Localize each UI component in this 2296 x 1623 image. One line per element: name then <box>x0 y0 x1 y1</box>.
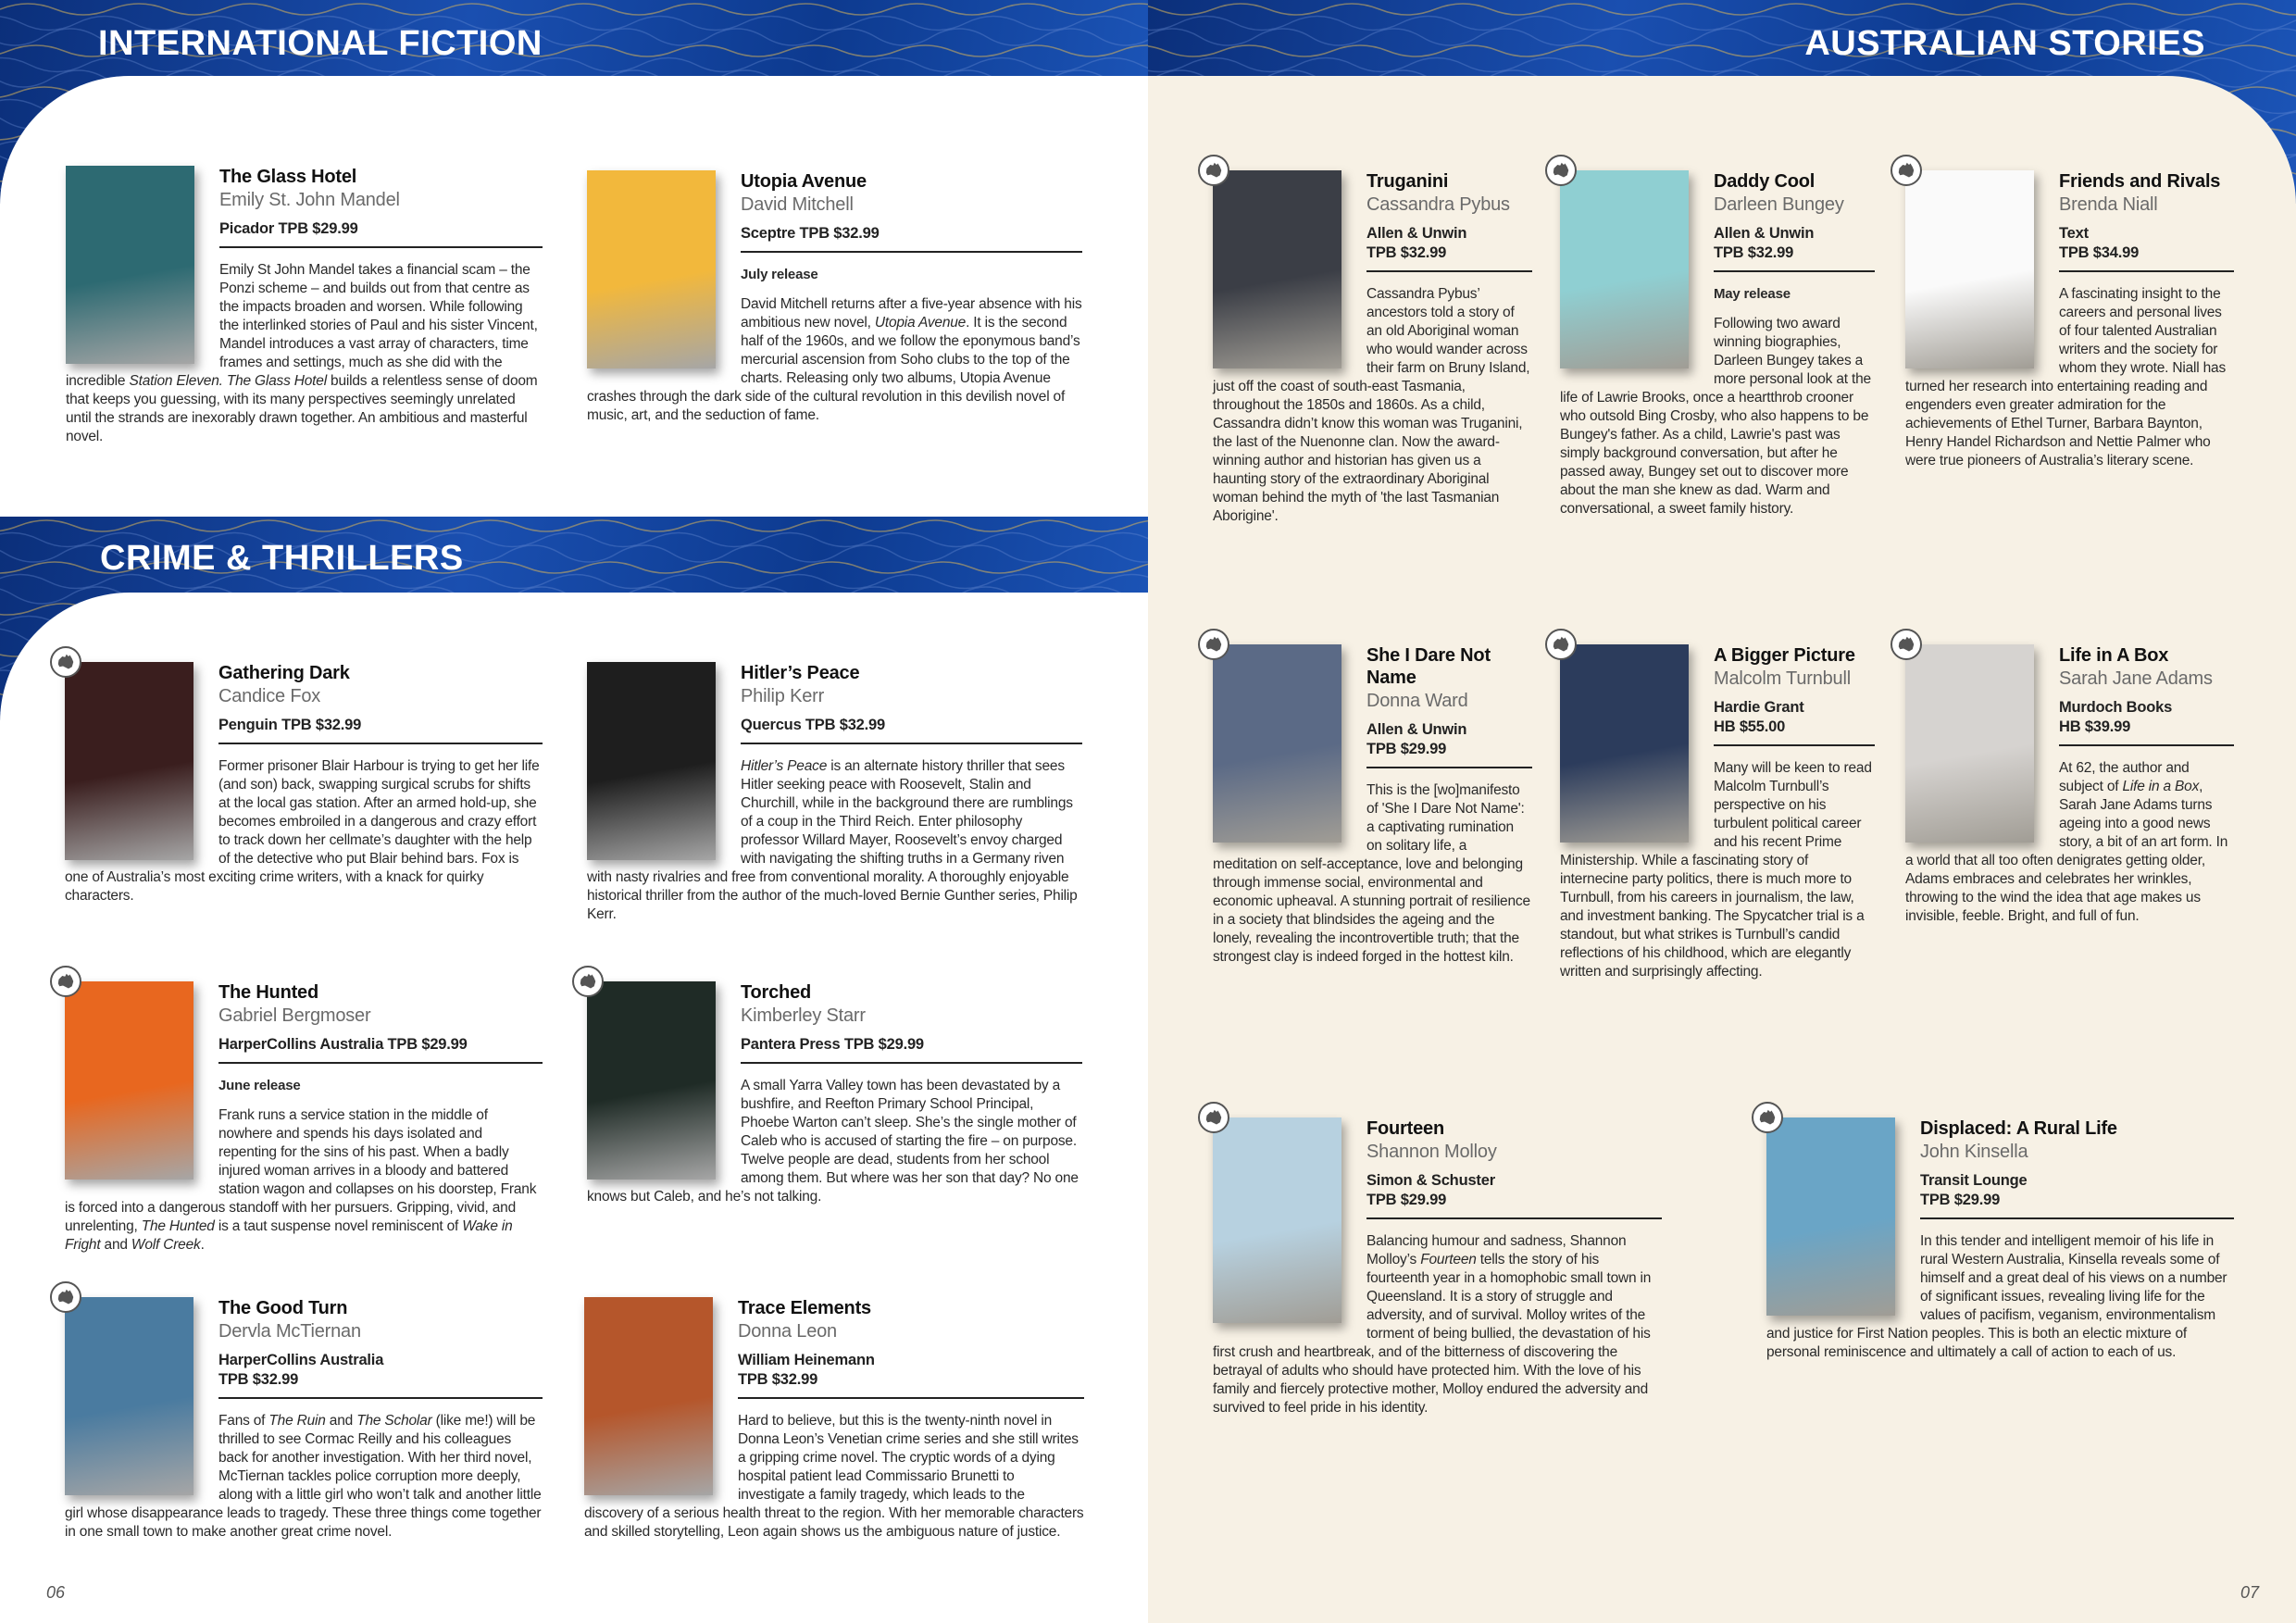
book-title: Friends and Rivals <box>2059 171 2221 192</box>
book-author: Cassandra Pybus <box>1366 194 1510 215</box>
description-text: Following two award winning biographies, Darleen Bungey takes a more personal look at the life of Lawrie Brooks, once a heartthrob crooner who outsold Bing Crosby, who also happens to be Bungey's father. As a child, Lawrie's past was simply background conversation, but after he passed away, Bungey set out to discover more about the man she knew as dad. Warm and conversational, a sweet family history. <box>1560 316 1871 517</box>
book-cover-image[interactable] <box>1213 1117 1341 1323</box>
book-title: The Good Turn <box>218 1298 348 1318</box>
australian-author-badge-icon <box>572 966 604 997</box>
book-cover-image[interactable] <box>1560 170 1689 368</box>
description-text: Balancing humour and sadness, Shannon Molloy’s <box>1366 1233 1627 1267</box>
description-text: David Mitchell returns after a five-year absence with his ambitious new novel, <box>741 296 1082 331</box>
italic-title: Wake in Fright <box>65 1218 513 1253</box>
italic-title: The Scholar <box>356 1413 432 1429</box>
australian-author-badge-icon <box>1752 1102 1783 1133</box>
book-title: Displaced: A Rural Life <box>1920 1118 2117 1139</box>
book-entry <box>1560 170 1875 518</box>
divider <box>1920 1217 2234 1219</box>
release-note: May release <box>1714 286 1791 302</box>
book-publisher-price: Transit Lounge <box>1920 1172 2028 1189</box>
divider <box>2059 744 2234 746</box>
book-entry <box>587 981 1082 1206</box>
description-text: Cassandra Pybus’ ancestors told a story of an old Aboriginal woman who would wander across their farm on Bruny Island, just off the coast of south-east Tasmania, throughout the 1850s and 1860s. As a child, Cassandra didn’t know this woman was Truganini, the last of the Nuenonne clan. Now the award-winning author and historian has given us a haunting story of the extraordinary Aboriginal woman behind the myth of 'the last Tasmanian Aborigine'. <box>1213 286 1530 524</box>
description-text: tells the story of his fourteenth year in a homophobic small town in Queensland. It is a story of struggle and adversity, and of survival. Molloy writes of the torment of being bullied, the devastation of his first crush and heartbreak, and of the bitterness of discovering the betrayal of adults who should have protected him. With the love of his family and fiercely protective mother, Molloy endured the adversity and survived to feel pride in his identity. <box>1213 1252 1652 1416</box>
book-publisher-price: Text <box>2059 225 2089 242</box>
book-entry <box>1213 1117 1662 1417</box>
australian-author-badge-icon <box>50 646 81 678</box>
book-author: Sarah Jane Adams <box>2059 668 2213 689</box>
book-publisher-price: TPB $32.99 <box>218 1371 299 1388</box>
book-publisher-price: TPB $32.99 <box>1366 244 1447 261</box>
book-cover-image[interactable] <box>1905 170 2034 368</box>
book-author: Kimberley Starr <box>741 1005 866 1026</box>
section-title-crime-thrillers: CRIME & THRILLERS <box>100 539 464 578</box>
book-entry <box>1905 644 2234 926</box>
book-entry <box>1213 644 1532 967</box>
book-author: Candice Fox <box>218 686 321 706</box>
book-entry <box>66 166 543 446</box>
italic-title: Fourteen <box>1420 1252 1477 1267</box>
book-entry <box>65 1297 543 1542</box>
divider <box>2059 270 2234 272</box>
book-author: David Mitchell <box>741 194 854 215</box>
book-author: John Kinsella <box>1920 1142 2028 1162</box>
book-author: Emily St. John Mandel <box>219 190 400 210</box>
book-cover-image[interactable] <box>65 662 193 860</box>
description-text: This is the [wo]manifesto of 'She I Dare Not Name': a captivating rumination on solitary life, a meditation on self-acceptance, love and belonging through immense social, environmental and economic upheaval. A stunning portrait of resilience in a society that blindsides the ageing and the lonely, revealing the incontrovertible truth; that the strongest clay is indeed forged in the hottest kiln. <box>1213 782 1530 965</box>
italic-title: Life in a Box <box>2122 779 2200 794</box>
description-text: Former prisoner Blair Harbour is trying to get her life (and son) back, swapping surgical scrubs for shifts at the local gas station. After an armed hold-up, she becomes embroiled in a dangerous and crazy effort to track down her cellmate’s daughter with the help of the detective who put Blair behind bars. Fox is one of Australia’s most exciting crime writers, with a knack for quirky characters. <box>65 758 540 904</box>
book-author: Malcolm Turnbull <box>1714 668 1851 689</box>
book-cover-image[interactable] <box>584 1297 713 1495</box>
book-cover-image[interactable] <box>587 662 716 860</box>
description-text: . <box>200 1237 205 1253</box>
divider <box>1714 744 1875 746</box>
description-text: is a taut suspense novel reminiscent of <box>214 1218 463 1234</box>
divider <box>219 246 543 248</box>
book-entry <box>1213 170 1532 526</box>
description-text: Many will be keen to read Malcolm Turnbull’s perspective on his turbulent political career and his recent Prime Ministership. While a fascinating story of internecine party politics, there is much more to Turnbull, from his careers in journalism, the law, and investment banking. The Spycatcher trial is a standout, but what strikes is Turnbull’s candid reflections of his childhood, which are elegantly written and surprisingly affecting. <box>1560 760 1872 980</box>
book-cover-image[interactable] <box>1560 644 1689 843</box>
book-entry <box>584 1297 1084 1542</box>
book-publisher-price: Pantera Press TPB $29.99 <box>741 1036 924 1053</box>
book-author: Donna Ward <box>1366 691 1468 711</box>
book-title: Trace Elements <box>738 1298 871 1318</box>
book-title: Hitler’s Peace <box>741 663 860 683</box>
description-text: and <box>100 1237 131 1253</box>
book-publisher-price: Allen & Unwin <box>1366 225 1467 242</box>
divider <box>738 1397 1084 1399</box>
australian-author-badge-icon <box>1198 155 1229 186</box>
book-entry <box>1560 644 1875 981</box>
book-entry <box>1905 170 2234 470</box>
description-text: Frank runs a service station in the middle of nowhere and spends his days isolated and repenting for the sins of his past. When a badly injured woman arrives in a bloody and battered station wagon and collapses on his doorstep, Frank is forced into a dangerous standoff with her pursuers. Gripping, vivid, and unrelenting, <box>65 1107 537 1234</box>
book-entry <box>587 662 1082 924</box>
italic-title: Utopia Avenue <box>874 315 967 331</box>
book-publisher-price: Murdoch Books <box>2059 699 2173 716</box>
description-text: A fascinating insight to the careers and personal lives of four talented Australian writers and the society for whom they wrote. Niall has turned her research into entertaining reading and engenders even greater admiration for the achievements of Ethel Turner, Barbara Baynton, Henry Handel Richardson and Nettie Palmer who were true pioneers of Australia’s literary scene. <box>1905 286 2227 468</box>
divider <box>1714 270 1875 272</box>
book-title: Life in A Box <box>2059 645 2169 666</box>
page-number-left: 06 <box>46 1583 66 1602</box>
italic-title: Wolf Creek <box>131 1237 201 1253</box>
book-publisher-price: Hardie Grant <box>1714 699 1804 716</box>
book-title: Gathering Dark <box>218 663 350 683</box>
divider <box>218 1062 543 1064</box>
book-author: Brenda Niall <box>2059 194 2158 215</box>
book-title: The Glass Hotel <box>219 167 357 187</box>
book-author: Donna Leon <box>738 1321 837 1342</box>
description-text: (like me!) will be thrilled to see Cormac Reilly and his colleagues back for another investigation. With her third novel, McTiernan tackles police corruption more deeply, along with a little girl who won’t talk and another little girl whose disappearance leads to tragedy. These three things come together in one small town to make another great crime novel. <box>65 1413 542 1540</box>
book-entry <box>587 170 1082 425</box>
book-publisher-price: TPB $34.99 <box>2059 244 2140 261</box>
divider <box>741 1062 1082 1064</box>
book-entry <box>65 981 543 1255</box>
divider <box>741 743 1082 744</box>
book-cover-image[interactable] <box>65 1297 193 1495</box>
book-publisher-price: Penguin TPB $32.99 <box>218 717 362 733</box>
book-publisher-price: TPB $29.99 <box>1366 741 1447 757</box>
divider <box>741 251 1082 253</box>
book-author: Dervla McTiernan <box>218 1321 361 1342</box>
book-publisher-price: Simon & Schuster <box>1366 1172 1495 1189</box>
section-title-international-fiction: INTERNATIONAL FICTION <box>98 24 543 63</box>
book-publisher-price: William Heinemann <box>738 1352 875 1368</box>
release-note: June release <box>218 1078 301 1093</box>
release-note: July release <box>741 267 818 282</box>
australian-author-badge-icon <box>1198 1102 1229 1133</box>
book-cover-image[interactable] <box>587 170 716 368</box>
book-publisher-price: TPB $32.99 <box>1714 244 1794 261</box>
book-title: A Bigger Picture <box>1714 645 1855 666</box>
description-text: Fans of <box>218 1413 269 1429</box>
italic-title: The Hunted <box>141 1218 215 1234</box>
book-title: Fourteen <box>1366 1118 1444 1139</box>
description-text: builds a relentless sense of doom that keeps you guessing, with its many perspectives seemingly unrelated until the strands are inexorably drawn together. An ambitious and masterful novel. <box>66 373 538 444</box>
book-title: Utopia Avenue <box>741 171 867 192</box>
australian-author-badge-icon <box>1545 155 1577 186</box>
australian-author-badge-icon <box>1890 155 1922 186</box>
divider <box>218 1397 543 1399</box>
italic-title: Station Eleven. The Glass Hotel <box>129 373 327 389</box>
book-cover-image[interactable] <box>1905 644 2034 843</box>
australian-author-badge-icon <box>50 1281 81 1313</box>
divider <box>1366 270 1532 272</box>
book-cover-image[interactable] <box>1213 170 1341 368</box>
book-publisher-price: Picador TPB $29.99 <box>219 220 358 237</box>
book-title: Truganini <box>1366 171 1449 192</box>
book-publisher-price: Quercus TPB $32.99 <box>741 717 885 733</box>
book-author: Darleen Bungey <box>1714 194 1844 215</box>
description-text: . It is the second half of the 1960s, and we follow the eponymous band’s mercurial ascension from Soho clubs to the top of the charts. Releasing only two albums, Utopia Avenue crashes through the dark side of the cultural revolution in this devilish novel of music, art, and the seduction of fame. <box>587 315 1080 423</box>
section-title-australian-stories: AUSTRALIAN STORIES <box>1804 24 2205 63</box>
book-cover-image[interactable] <box>65 981 193 1180</box>
italic-title: Hitler’s Peace <box>741 758 828 774</box>
divider <box>1366 1217 1662 1219</box>
book-publisher-price: Allen & Unwin <box>1714 225 1815 242</box>
book-publisher-price: TPB $29.99 <box>1920 1192 2001 1208</box>
book-author: Gabriel Bergmoser <box>218 1005 371 1026</box>
book-cover-image[interactable] <box>1766 1117 1895 1316</box>
book-publisher-price: TPB $29.99 <box>1366 1192 1447 1208</box>
australian-author-badge-icon <box>1545 629 1577 660</box>
italic-title: The Ruin <box>268 1413 326 1429</box>
book-title: Torched <box>741 982 812 1003</box>
description-text: and <box>325 1413 357 1429</box>
book-entry <box>1766 1117 2234 1362</box>
book-title: The Hunted <box>218 982 318 1003</box>
page-number-right: 07 <box>2240 1583 2259 1602</box>
book-publisher-price: TPB $32.99 <box>738 1371 818 1388</box>
book-cover-image[interactable] <box>1213 644 1341 843</box>
australian-author-badge-icon <box>50 966 81 997</box>
book-title: Daddy Cool <box>1714 171 1816 192</box>
book-publisher-price: HB $55.00 <box>1714 718 1786 735</box>
divider <box>218 743 543 744</box>
book-publisher-price: HB $39.99 <box>2059 718 2131 735</box>
description-text: Hard to believe, but this is the twenty-ninth novel in Donna Leon’s Venetian crime series and she still writes a gripping crime novel. The cryptic words of a dying hospital patient lead Commissario Brunetti to investigate a family tragedy, which leads to the discovery of a serious health threat to the region. With her memorable characters and skilled storytelling, Leon again shows us the ambiguous nature of justice. <box>584 1413 1084 1540</box>
australian-author-badge-icon <box>1198 629 1229 660</box>
description-text: A small Yarra Valley town has been devastated by a bushfire, and Reefton Primary School Principal, Phoebe Warton can’t sleep. She’s the single mother of Caleb who is accused of starting the fire – on purpose. Twelve people are dead, students from her school among them. But where was her son that day? No one knows but Caleb, and he’s not talking. <box>587 1078 1079 1205</box>
book-title: She I Dare Not Name <box>1366 645 1491 688</box>
book-author: Shannon Molloy <box>1366 1142 1497 1162</box>
description-text: , Sarah Jane Adams turns ageing into a good news story, a bit of an art form. In a world that all too often denigrates getting older, Adams embraces and celebrates her wrinkles, throwing to the wind the idea that age makes us invisible, feeble. Bright, and full of fun. <box>1905 779 2228 924</box>
description-text: In this tender and intelligent memoir of his life in rural Western Australia, Kinsella reveals some of himself and a great deal of his views on a number of significant issues, revealing living life for the values of pacifism, veganism, environmentalism and justice for First Nation peoples. This is both an electic mixture of personal reminiscence and ultimately a call of action to each of us. <box>1766 1233 2227 1360</box>
description-text: Emily St John Mandel takes a financial scam – the Ponzi scheme – and builds out from that centre as the impacts broaden and worsen. While following the interlinked stories of Paul and his sister Vincent, Mandel introduces a vast array of characters, time frames and settings, much as she did with the incredible <box>66 262 538 389</box>
book-publisher-price: Sceptre TPB $32.99 <box>741 225 880 242</box>
book-cover-image[interactable] <box>587 981 716 1180</box>
book-cover-image[interactable] <box>66 166 194 364</box>
book-entry <box>65 662 543 905</box>
australian-author-badge-icon <box>1890 629 1922 660</box>
book-publisher-price: HarperCollins Australia <box>218 1352 384 1368</box>
book-publisher-price: Allen & Unwin <box>1366 721 1467 738</box>
book-author: Philip Kerr <box>741 686 825 706</box>
description-text: is an alternate history thriller that sees Hitler seeking peace with Roosevelt, Stalin and Churchill, while in the background there are rumblings of a coup in the Third Reich. Enter philosophy professor Willard Mayer, Roosevelt’s envoy charged with navigating the shifting truths in a Germany riven with nasty rivalries and free from conventional morality. A thoroughly enjoyable historical thriller from the author of the much-loved Bernie Gunther series, Philip Kerr. <box>587 758 1078 922</box>
divider <box>1366 767 1532 768</box>
description-text: At 62, the author and subject of <box>2059 760 2190 794</box>
book-publisher-price: HarperCollins Australia TPB $29.99 <box>218 1036 468 1053</box>
